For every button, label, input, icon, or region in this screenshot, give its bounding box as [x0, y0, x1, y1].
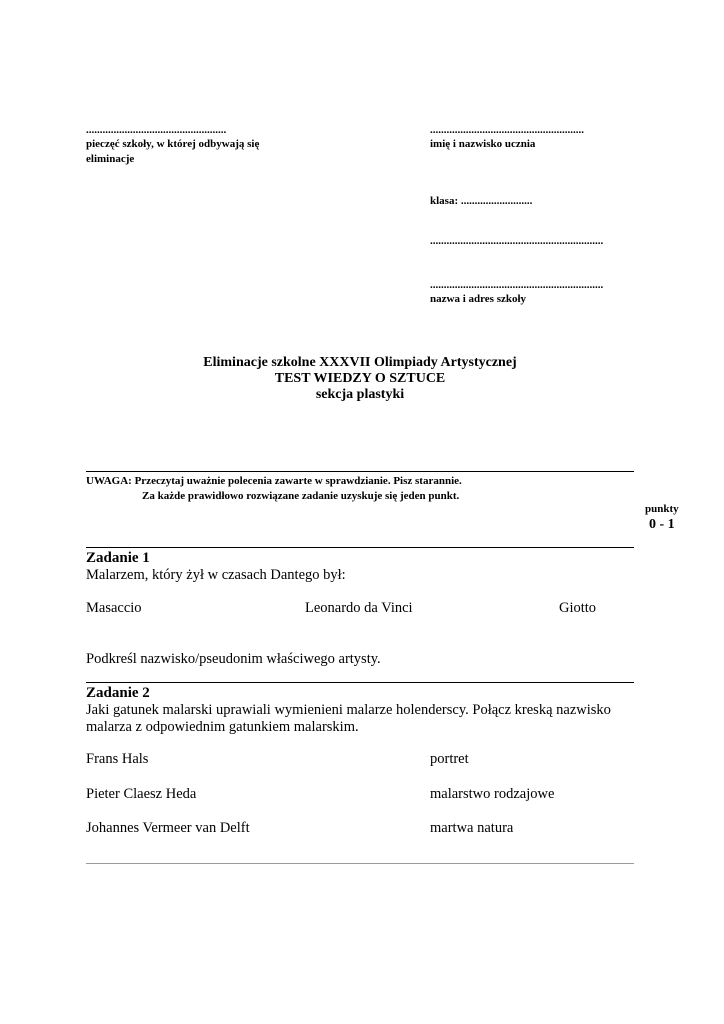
- painter-item[interactable]: Frans Hals: [86, 751, 149, 767]
- task1-instruction: Podkreśl nazwisko/pseudonim właściwego artysty.: [86, 651, 381, 667]
- points-value: 0 - 1: [649, 517, 675, 532]
- task1-option-2[interactable]: Leonardo da Vinci: [305, 600, 413, 616]
- title-line-2: TEST WIEDZY O SZTUCE: [274, 371, 446, 386]
- task1-option-3[interactable]: Giotto: [559, 600, 597, 616]
- title-line-1: Eliminacje szkolne XXXVII Olimpiady Artystycznej: [203, 355, 517, 370]
- painter-item[interactable]: Pieter Claesz Heda: [86, 786, 197, 802]
- task1-question: Malarzem, który żył w czasach Dantego był:: [86, 567, 346, 583]
- genre-item[interactable]: malarstwo rodzajowe: [430, 786, 555, 802]
- task2-top-rule: [86, 682, 634, 683]
- school-stamp-label-line2: eliminacje: [86, 153, 135, 165]
- class-field: klasa: ..........................: [430, 195, 533, 207]
- painter-item[interactable]: Johannes Vermeer van Delft: [86, 820, 250, 836]
- student-name-label: imię i nazwisko ucznia: [430, 138, 536, 150]
- genre-item[interactable]: portret: [430, 751, 469, 767]
- document-title: [86, 355, 634, 403]
- title-line-3: sekcja plastyki: [315, 387, 405, 402]
- notice-line-1: UWAGA: Przeczytaj uważnie polecenia zawarte w sprawdzianie. Pisz starannie.: [86, 475, 462, 487]
- notice-line-2: Za każde prawidłowo rozwiązane zadanie uzyskuje się jeden punkt.: [142, 490, 460, 502]
- school-stamp-dots: ...................................................: [86, 124, 227, 136]
- task2-question-line-2: malarza z odpowiednim gatunkiem malarskim.: [86, 719, 359, 735]
- school-stamp-label-line1: pieczęć szkoły, w której odbywają się: [86, 138, 260, 150]
- task1-top-rule: [86, 547, 634, 548]
- school-address-label: nazwa i adres szkoły: [430, 293, 527, 305]
- task2-question-line-1: Jaki gatunek malarski uprawiali wymienieni malarze holenderscy. Połącz kreską nazwisko: [86, 702, 611, 718]
- school-address-dots-2: ...............................................................: [430, 279, 604, 291]
- task1-option-1[interactable]: Masaccio: [86, 600, 142, 616]
- genre-item[interactable]: martwa natura: [430, 820, 514, 836]
- notice-top-rule: [86, 471, 634, 472]
- task1-heading: Zadanie 1: [86, 550, 150, 566]
- student-name-dots: ........................................................: [430, 124, 584, 136]
- bottom-rule: [86, 863, 634, 864]
- task2-heading: Zadanie 2: [86, 685, 150, 701]
- points-label: punkty: [645, 503, 679, 515]
- school-address-dots-1: ...............................................................: [430, 235, 604, 247]
